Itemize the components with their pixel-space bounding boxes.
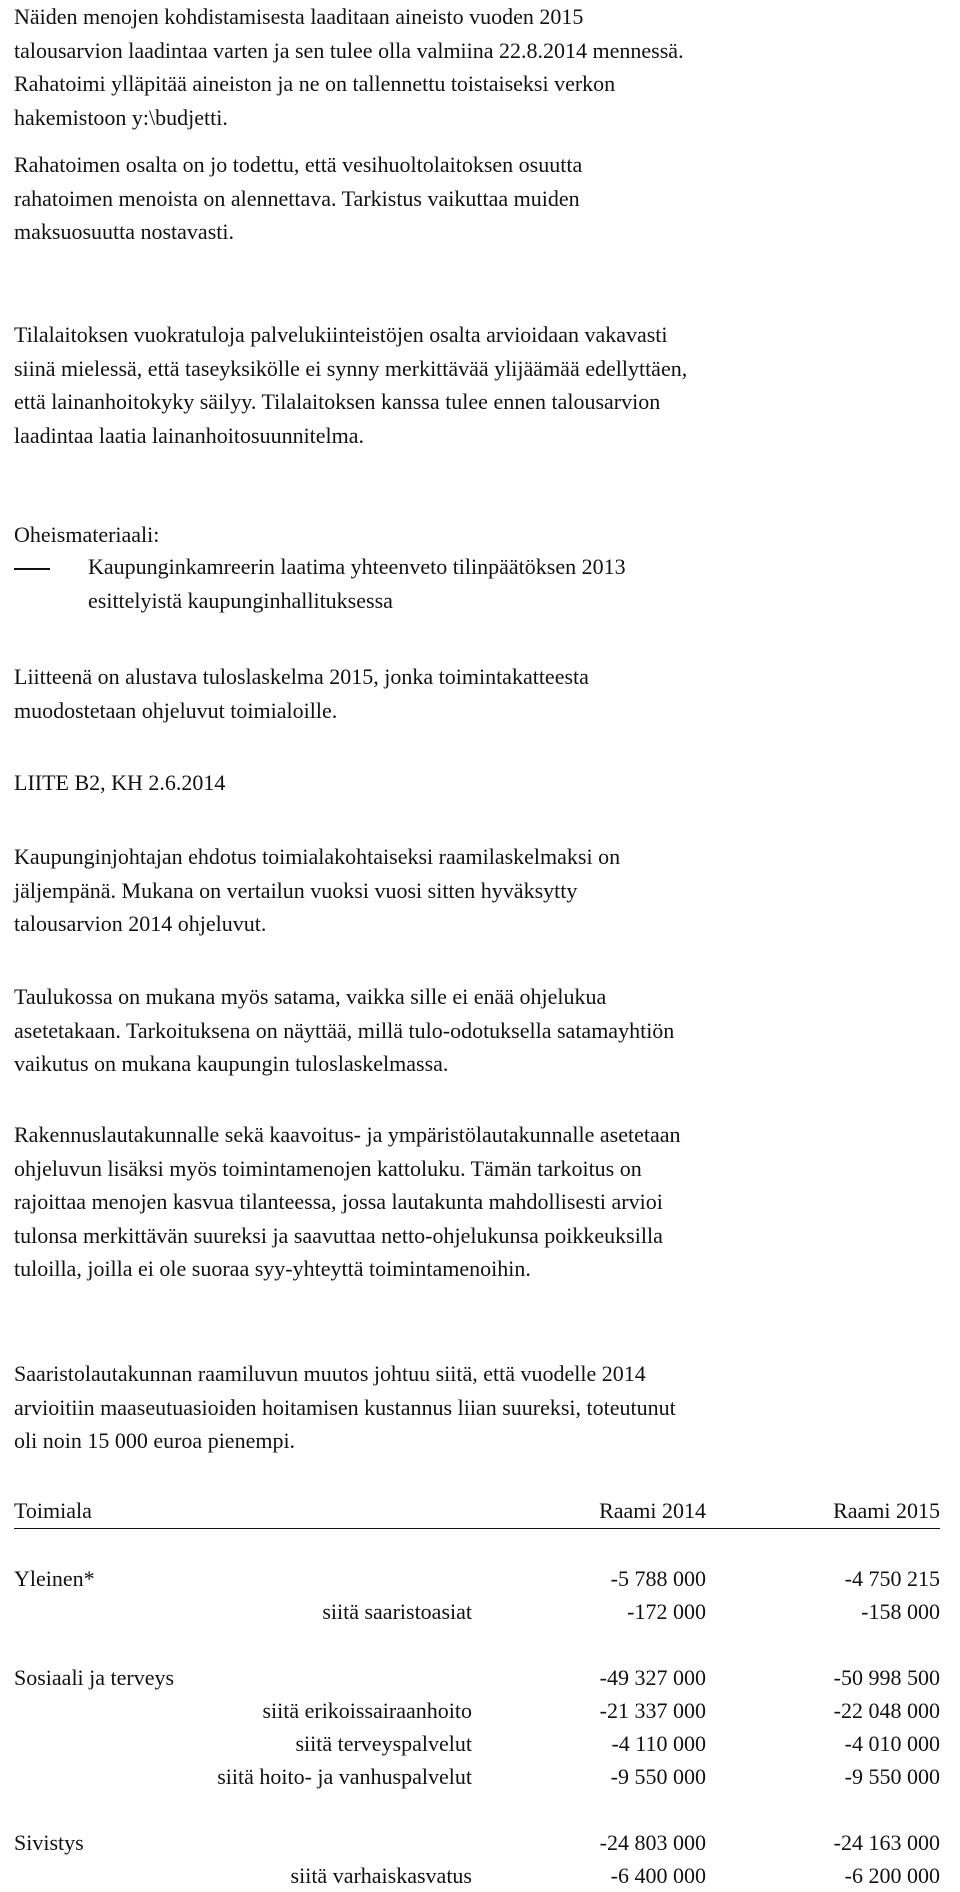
text-line: ohjeluvun lisäksi myös toimintamenojen kattoluku. Tämän tarkoitus on [14,1155,642,1181]
row-name: Sivistys [14,1829,84,1855]
table-row [14,1760,940,1793]
text-line: talousarvion laadintaa varten ja sen tulee olla valmiina 22.8.2014 mennessä. [14,37,684,63]
row-value-2015: -158 000 [861,1598,940,1624]
row-value-2014: -49 327 000 [599,1664,706,1690]
paragraph-harbour [14,980,674,1081]
text-line: Saaristolautakunnan raamiluvun muutos johtuu siitä, että vuodelle 2014 [14,1361,646,1386]
text-line: oli noin 15 000 euroa pienempi. [14,1428,296,1453]
row-value-2015: -50 998 500 [833,1664,940,1690]
text-line: Tilalaitoksen vuokratuloja palvelukiinteistöjen osalta arvioidaan vakavasti [14,322,668,347]
paragraph-building-committee [14,1118,681,1286]
row-value-2015: -22 048 000 [833,1697,940,1723]
header-frame-2015: Raami 2015 [706,1494,940,1529]
text-line: Rahatoimi ylläpitää aineiston ja ne on tallennettu toistaiseksi verkon [14,71,616,96]
row-value-2015: -24 163 000 [833,1829,940,1855]
row-value-2014: -5 788 000 [610,1565,706,1591]
row-value-2014: -9 550 000 [610,1763,706,1789]
text-line: Rahatoimen osalta on jo todettu, että vesihuoltolaitoksen osuutta [14,152,583,177]
row-name: siitä hoito- ja vanhuspalvelut [217,1763,472,1789]
text-line: tuloilla, joilla ei ole suoraa syy-yhteyttä toimintamenoihin. [14,1256,531,1281]
row-value-2014: -6 400 000 [610,1862,706,1888]
text-line: Kaupunginjohtajan ehdotus toimialakohtaiseksi raamilaskelmaksi on [14,844,621,869]
text-line: Taulukossa on mukana myös satama, vaikka sille ei enää ohjelukua [14,984,607,1009]
text-line: maksuosuutta nostavasti. [14,219,234,244]
row-name: siitä erikoissairaanhoito [262,1697,472,1723]
text-line: vaikutus on mukana kaupungin tuloslaskelmassa. [14,1051,449,1076]
paragraph-rental-income [14,318,687,452]
table-row [14,1826,940,1859]
text-line: rahatoimen menoista on alennettava. Tarkistus vaikuttaa muiden [14,185,580,211]
text-line: rajoittaa menojen kasvua tilanteessa, jossa lautakunta mahdollisesti arvioi [14,1189,663,1214]
table-row [14,1562,940,1595]
text-line: laadintaa laatia lainanhoitosuunnitelma. [14,422,365,448]
table-row [14,1595,940,1628]
text-line: jäljempänä. Mukana on vertailun vuoksi vuosi sitten hyväksytty [14,877,578,903]
budget-frame-table [14,1494,940,1892]
row-value-2014: -172 000 [627,1598,706,1624]
paragraph-income-statement [14,660,589,727]
text-line: hakemistoon y:\budjetti. [14,104,228,130]
dash-bullet-icon [14,568,50,570]
row-value-2015: -4 010 000 [844,1730,940,1756]
row-value-2015: -6 200 000 [844,1862,940,1888]
paragraph-material-deadline [14,0,684,134]
attachment-item-text [88,550,626,617]
table-row [14,1694,940,1727]
paragraph-archipelago-committee [14,1357,676,1458]
row-name: Sosiaali ja terveys [14,1664,175,1690]
table-row [14,1727,940,1760]
row-value-2015: -9 550 000 [844,1763,940,1789]
row-name: Yleinen* [14,1565,95,1591]
text-line: Näiden menojen kohdistamisesta laaditaan aineisto vuoden 2015 [14,4,584,29]
text-line: asetetakaan. Tarkoituksena on näyttää, millä tulo-odotuksella satamayhtiön [14,1017,675,1043]
table-row [14,1661,940,1694]
row-value-2014: -24 803 000 [599,1829,706,1855]
appendix-reference: LIITE B2, KH 2.6.2014 [14,770,226,795]
row-name: siitä saaristoasiat [322,1598,472,1624]
row-name: siitä varhaiskasvatus [290,1862,472,1888]
text-line: Rakennuslautakunnalle sekä kaavoitus- ja ympäristölautakunnalle asetetaan [14,1122,681,1147]
row-value-2014: -21 337 000 [599,1697,706,1723]
table-header-row [14,1494,940,1529]
header-department: Toimiala [14,1494,472,1529]
row-name: siitä terveyspalvelut [295,1730,472,1756]
text-line: muodostetaan ohjeluvut toimialoille. [14,697,338,723]
paragraph-mayor-proposal [14,840,620,941]
text-line: siinä mielessä, että taseyksikölle ei synny merkittävää ylijäämää edellyttäen, [14,355,688,381]
text-line: arvioitiin maaseutuasioiden hoitamisen kustannus liian suureksi, toteutunut [14,1394,676,1420]
text-line: että lainanhoitokyky säilyy. Tilalaitoksen kanssa tulee ennen talousarvion [14,389,661,414]
text-line: Kaupunginkamreerin laatima yhteenveto tilinpäätöksen 2013 [88,554,626,579]
attachments-label: Oheismateriaali: [14,522,160,547]
text-line: tulonsa merkittävän suureksi ja saavuttaa netto-ohjelukunsa poikkeuksilla [14,1222,663,1248]
row-value-2014: -4 110 000 [611,1730,706,1756]
row-value-2015: -4 750 215 [844,1565,940,1591]
text-line: talousarvion 2014 ohjeluvut. [14,911,267,936]
table-row [14,1859,940,1892]
text-line: Liitteenä on alustava tuloslaskelma 2015, jonka toimintakatteesta [14,664,589,689]
header-frame-2014: Raami 2014 [472,1494,706,1529]
paragraph-finance-share [14,148,582,249]
text-line: esittelyistä kaupunginhallituksessa [88,587,393,613]
